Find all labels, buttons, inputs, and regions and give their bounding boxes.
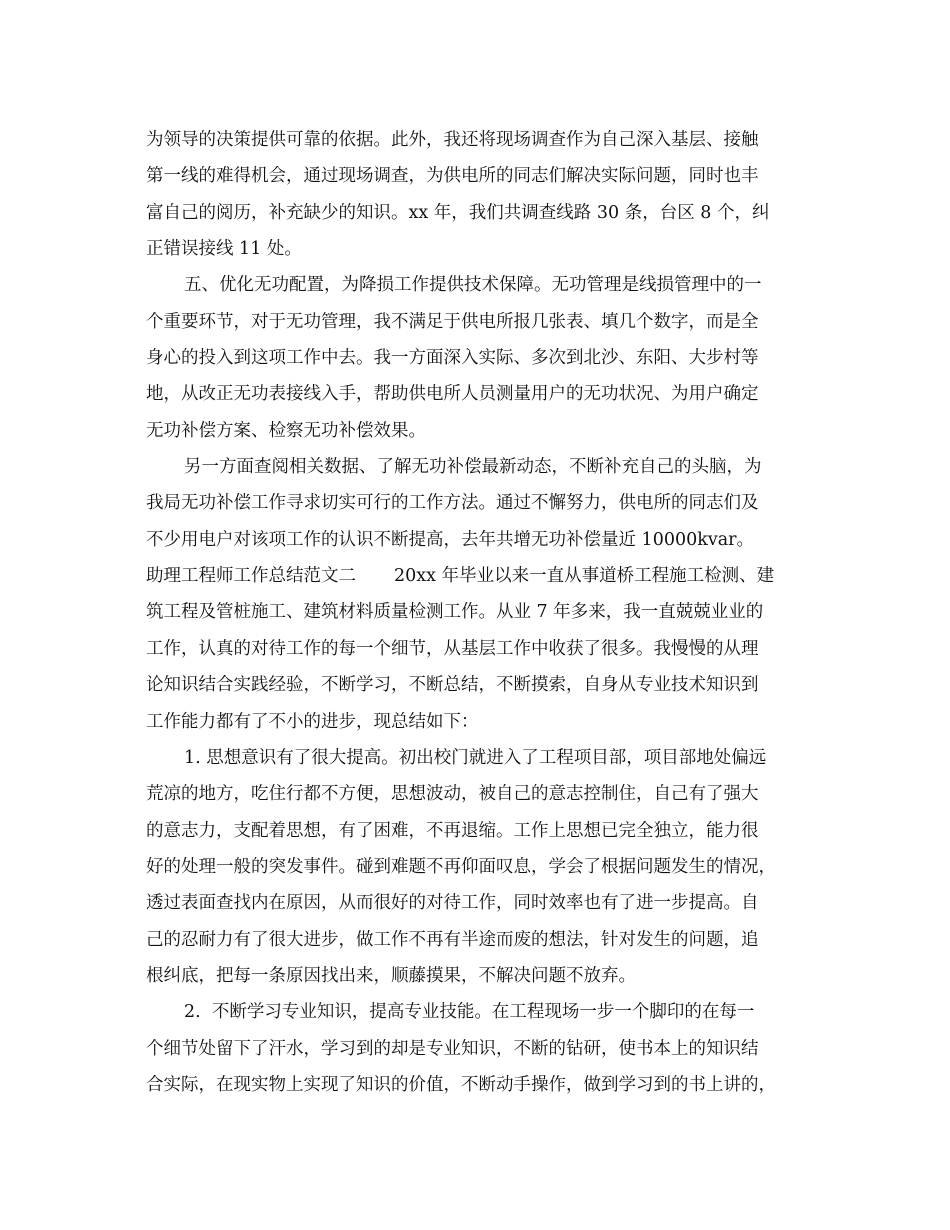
text-line: 无功补偿方案、检察无功补偿效果。 (146, 420, 426, 441)
text-line: 个细节处留下了汗水，学习到的却是专业知识，不断的钻研，使书本上的知识结 (146, 1038, 759, 1059)
text-line: 个重要环节，对于无功管理，我不满足于供电所报几张表、填几个数字，而是全 (146, 311, 759, 332)
text-line: 不少用电户对该项工作的认识不断提高，去年共增无功补偿量近 10000kvar。 (146, 529, 755, 550)
text-line: 荒凉的地方，吃住行都不方便，思想波动，被自己的意志控制住，自己有了强大 (146, 784, 759, 805)
text-line: 地，从改正无功表接线入手，帮助供电所人员测量用户的无功状况、为用户确定 (146, 384, 759, 405)
section-heading-line (146, 558, 806, 594)
text-line: 论知识结合实践经验，不断学习，不断总结，不断摸索，自身从专业技术知识到 (146, 675, 759, 696)
text-line: 己的忍耐力有了很大进步，做工作不再有半途而废的想法，针对发生的问题，追 (146, 929, 759, 950)
text-line: 筑工程及管桩施工、建筑材料质量检测工作。从业 7 年多来，我一直兢兢业业的 (146, 602, 764, 623)
text-line: 工作，认真的对待工作的每一个细节，从基层工作中收获了很多。我慢慢的从理 (146, 638, 759, 659)
text-line: 为领导的决策提供可靠的依据。此外，我还将现场调查作为自己深入基层、接触 (146, 130, 759, 150)
text-line: 富自己的阅历，补充缺少的知识。xx 年，我们共调查线路 30 条，台区 8 个，纠 (146, 202, 770, 223)
text-line: 根纠底，把每一条原因找出来，顺藤摸果，不解决问题不放弃。 (146, 965, 636, 986)
text-line: 正错误接线 11 处。 (146, 239, 302, 260)
paragraph-start-line: 五、优化无功配置，为降损工作提供技术保障。无功管理是线损管理中的一 (184, 275, 762, 296)
text-line: 好的处理一般的突发事件。碰到难题不再仰面叹息，学会了根据问题发生的情况， (146, 856, 776, 877)
text-line: 合实际，在现实物上实现了知识的价值，不断动手操作，做到学习到的书上讲的， (146, 1074, 776, 1095)
paragraph-start-line: 1. 思想意识有了很大提高。初出校门就进入了工程项目部，项目部地处偏远 (184, 747, 767, 768)
text-line: 工作能力都有了不小的进步，现总结如下： (146, 711, 479, 732)
document-body (146, 122, 806, 1103)
text-line: 透过表面查找内在原因，从而很好的对待工作，同时效率也有了进一步提高。自 (146, 893, 759, 914)
section-title: 助理工程师工作总结范文二 (146, 566, 356, 587)
text-line: 第一线的难得机会，通过现场调查，为供电所的同志们解决实际问题，同时也丰 (146, 166, 759, 187)
section-first-sentence: 20xx 年毕业以来一直从事道桥工程施工检测、建 (394, 566, 775, 587)
text-line: 的意志力，支配着思想，有了困难，不再退缩。工作上思想已完全独立，能力很 (146, 820, 759, 841)
paragraph-start-line: 2. 不断学习专业知识，提高专业技能。在工程现场一步一个脚印的在每一 (184, 1002, 755, 1023)
paragraph-start-line: 另一方面查阅相关数据、了解无功补偿最新动态，不断补充自己的头脑，为 (184, 457, 762, 478)
text-line: 我局无功补偿工作寻求切实可行的工作方法。通过不懈努力，供电所的同志们及 (146, 493, 759, 514)
text-line: 身心的投入到这项工作中去。我一方面深入实际、多次到北沙、东阳、大步村等 (146, 348, 759, 369)
